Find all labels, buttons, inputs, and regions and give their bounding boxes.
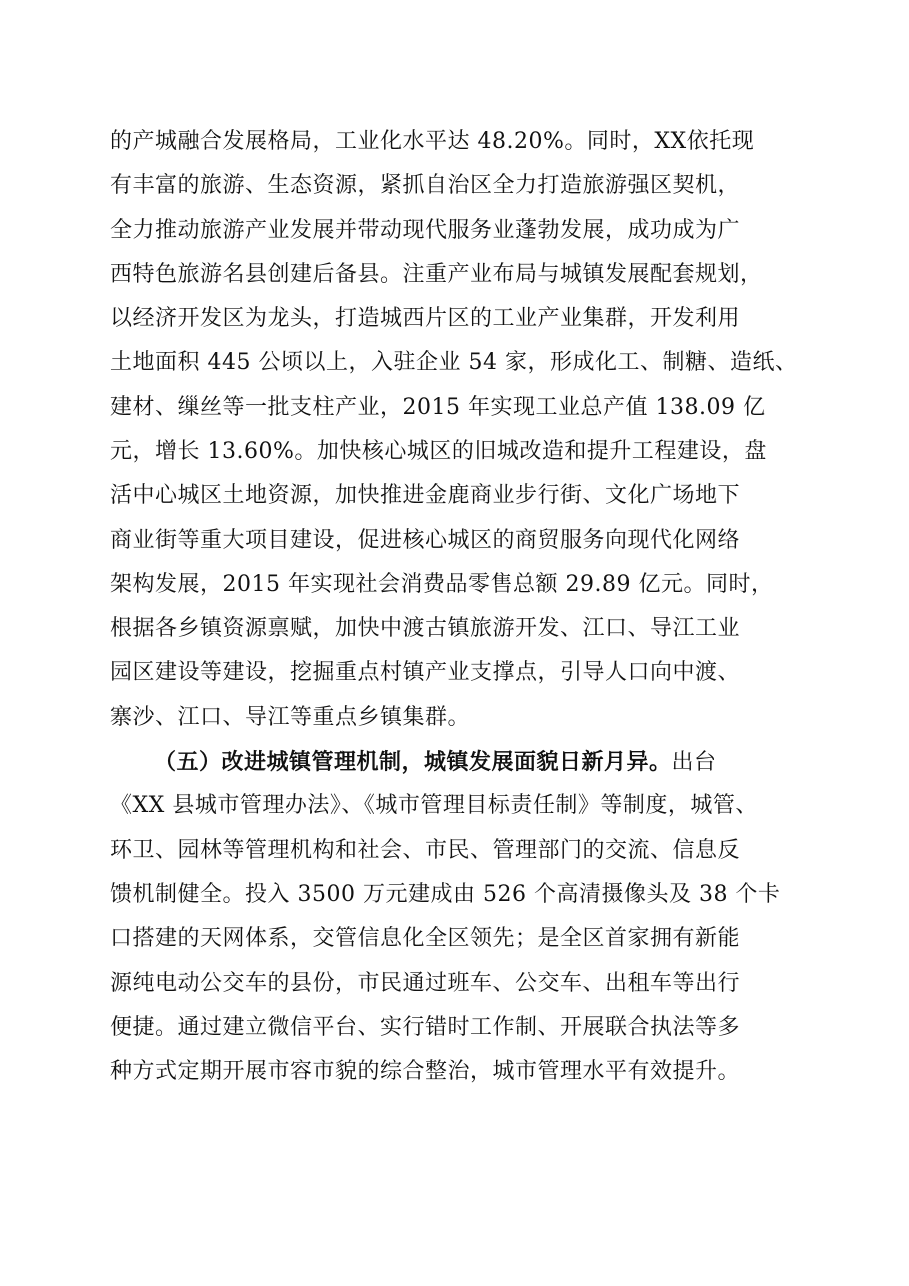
paragraph-line: 《XX 县城市管理办法》、《城市管理目标责任制》等制度，城管、 — [110, 793, 758, 818]
paragraph-line: 种方式定期开展市容市貌的综合整治，城市管理水平有效提升。 — [110, 1059, 741, 1084]
paragraph-line: 根据各乡镇资源禀赋，加快中渡古镇旅游开发、江口、导江工业 — [110, 616, 741, 641]
section-first-line — [154, 740, 800, 784]
section-first-line-rest: 出台 — [671, 750, 717, 775]
paragraph-line: 的产城融合发展格局，工业化水平达 48.20%。同时，XX依托现 — [110, 129, 755, 154]
paragraph-line: 源纯电动公交车的县份，市民通过班车、公交车、出租车等出行 — [110, 971, 741, 996]
paragraph-line: 活中心城区土地资源，加快推进金鹿商业步行街、文化广场地下 — [110, 483, 741, 508]
paragraph-line: 西特色旅游名县创建后备县。注重产业布局与城镇发展配套规划， — [110, 262, 763, 287]
paragraph-line: 馈机制健全。投入 3500 万元建成由 526 个高清摄像头及 38 个卡 — [110, 882, 781, 907]
paragraph-line: 有丰富的旅游、生态资源，紧抓自治区全力打造旅游强区契机， — [110, 173, 741, 198]
paragraph-line: 全力推动旅游产业发展并带动现代服务业蓬勃发展，成功成为广 — [110, 218, 741, 243]
paragraph-line: 寨沙、江口、导江等重点乡镇集群。 — [110, 705, 471, 730]
paragraph-line: 口搭建的天网体系，交管信息化全区领先；是全区首家拥有新能 — [110, 926, 741, 951]
paragraph-line: 架构发展，2015 年实现社会消费品零售总额 29.89 亿元。同时， — [110, 572, 774, 597]
paragraph-line: 土地面积 445 公顷以上，入驻企业 54 家，形成化工、制糖、造纸、 — [110, 350, 798, 375]
paragraph-line: 环卫、园林等管理机构和社会、市民、管理部门的交流、信息反 — [110, 838, 741, 863]
paragraph-line: 园区建设等建设，挖掘重点村镇产业支撑点，引导人口向中渡、 — [110, 660, 741, 685]
paragraph-line: 元，增长 13.60%。加快核心城区的旧城改造和提升工程建设，盘 — [110, 439, 767, 464]
paragraph-line: 建材、缫丝等一批支柱产业，2015 年实现工业总产值 138.09 亿 — [110, 395, 766, 420]
paragraph-line: 便捷。通过建立微信平台、实行错时工作制、开展联合执法等多 — [110, 1015, 741, 1040]
paragraph-line: 以经济开发区为龙头，打造城西片区的工业产业集群，开发利用 — [110, 306, 741, 331]
paragraph-line: 商业街等重大项目建设，促进核心城区的商贸服务向现代化网络 — [110, 528, 741, 553]
section-heading: （五）改进城镇管理机制，城镇发展面貌日新月异。 — [154, 749, 672, 775]
